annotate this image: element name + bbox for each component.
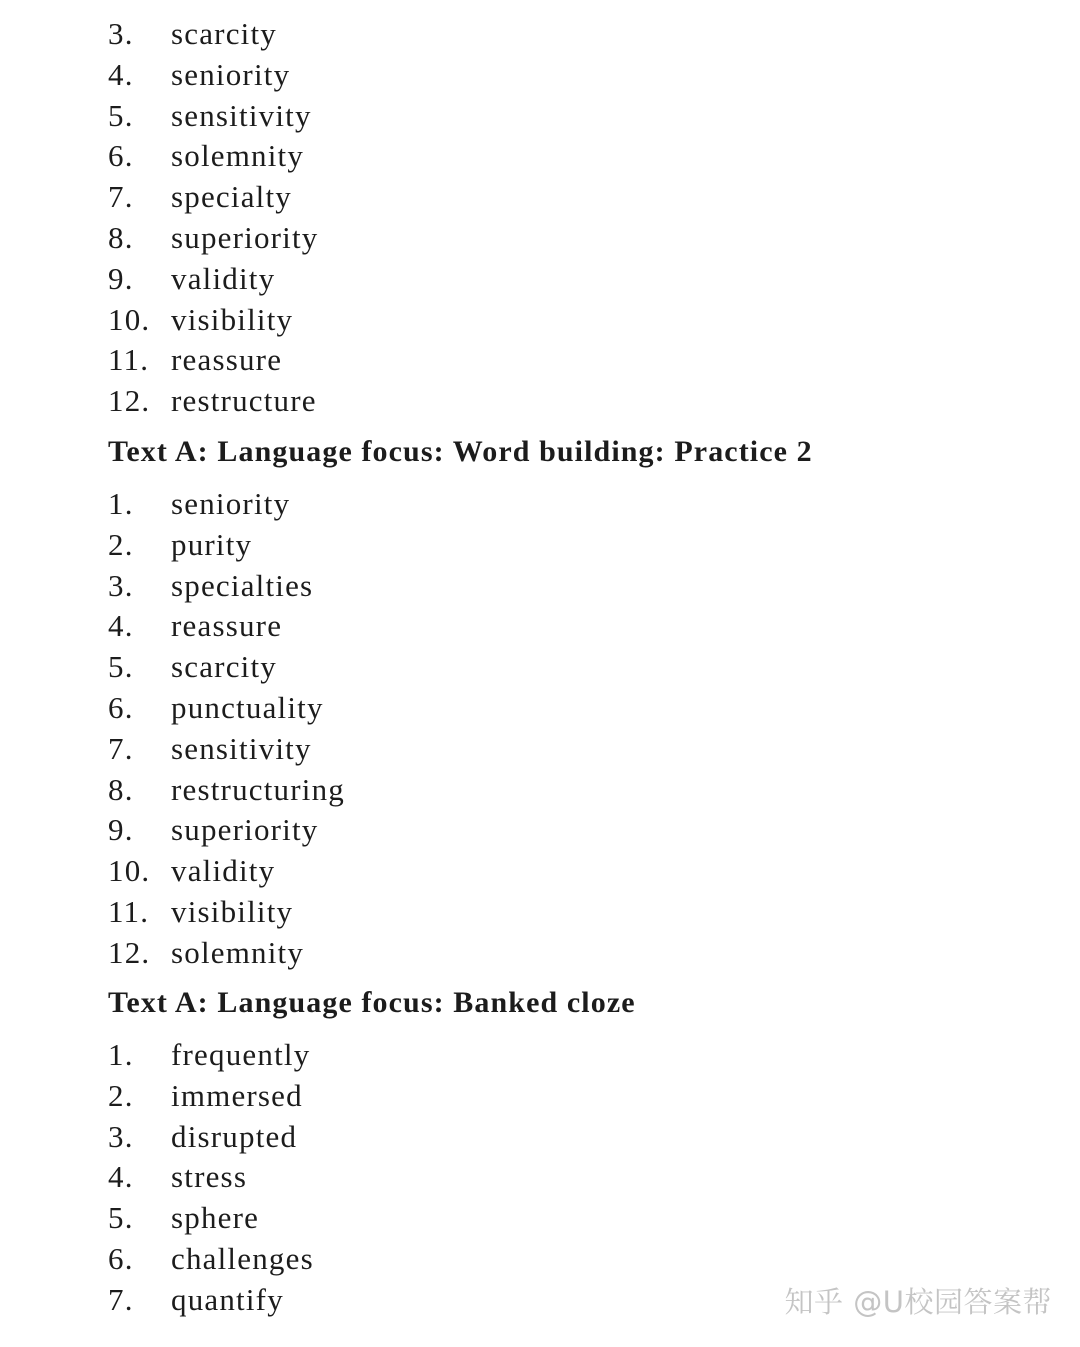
answer-number: 6. bbox=[108, 138, 134, 174]
answer-number: 6. bbox=[108, 689, 134, 725]
answer-item bbox=[0, 300, 1080, 341]
answer-number: 8. bbox=[108, 219, 134, 255]
answer-item bbox=[0, 1157, 1080, 1198]
answer-item bbox=[0, 136, 1080, 177]
answer-item bbox=[0, 892, 1080, 933]
answer-word: scarcity bbox=[171, 16, 277, 51]
answer-word: seniority bbox=[171, 56, 291, 92]
answer-number: 2. bbox=[108, 526, 134, 562]
answer-item bbox=[0, 177, 1080, 218]
answer-number: 5. bbox=[108, 649, 134, 685]
answer-word: specialties bbox=[171, 567, 314, 603]
answer-number: 4. bbox=[108, 608, 134, 644]
answer-item bbox=[0, 381, 1080, 422]
answer-list-banked-cloze bbox=[0, 1035, 1080, 1321]
answer-number: 10. bbox=[108, 853, 151, 889]
answer-word: purity bbox=[171, 526, 253, 562]
answer-item bbox=[0, 218, 1080, 259]
answer-item bbox=[0, 688, 1080, 729]
answer-item bbox=[0, 810, 1080, 851]
answer-item bbox=[0, 851, 1080, 892]
answer-word: superiority bbox=[171, 812, 319, 848]
answer-number: 11. bbox=[108, 893, 150, 929]
answer-word: stress bbox=[171, 1159, 248, 1195]
answer-word: punctuality bbox=[171, 689, 324, 725]
answer-word: seniority bbox=[171, 486, 291, 521]
answer-number: 1. bbox=[108, 486, 134, 521]
answer-number: 3. bbox=[108, 16, 134, 51]
watermark-text: 知乎 @U校园答案帮 bbox=[784, 1285, 1052, 1319]
answer-word: specialty bbox=[171, 179, 292, 215]
answer-number: 2. bbox=[108, 1077, 134, 1113]
answer-word: sensitivity bbox=[171, 97, 312, 133]
answer-item bbox=[0, 1239, 1080, 1280]
answer-number: 5. bbox=[108, 97, 134, 133]
answer-item bbox=[0, 484, 1080, 525]
answer-item bbox=[0, 566, 1080, 607]
answer-number: 9. bbox=[108, 812, 134, 848]
answer-item bbox=[0, 770, 1080, 811]
answer-number: 12. bbox=[108, 383, 151, 419]
answer-number: 6. bbox=[108, 1240, 134, 1276]
answer-item bbox=[0, 55, 1080, 96]
answer-word: sensitivity bbox=[171, 730, 312, 766]
answer-item bbox=[0, 606, 1080, 647]
answer-word: solemnity bbox=[171, 934, 305, 970]
answer-item bbox=[0, 1035, 1080, 1076]
answer-item bbox=[0, 259, 1080, 300]
answer-number: 10. bbox=[108, 301, 151, 337]
answer-number: 1. bbox=[108, 1037, 134, 1072]
answer-item bbox=[0, 14, 1080, 55]
answer-word: scarcity bbox=[171, 649, 277, 685]
section-heading-word-building-practice-2: Text A: Language focus: Word building: Practice 2 bbox=[108, 435, 813, 468]
answer-number: 4. bbox=[108, 56, 134, 92]
answer-number: 5. bbox=[108, 1200, 134, 1236]
answer-item bbox=[0, 340, 1080, 381]
answer-word: disrupted bbox=[171, 1118, 298, 1154]
answer-number: 9. bbox=[108, 260, 134, 296]
answer-number: 3. bbox=[108, 1118, 134, 1154]
answer-item bbox=[0, 647, 1080, 688]
answer-item bbox=[0, 729, 1080, 770]
answer-list-continued bbox=[0, 14, 1080, 422]
answer-word: reassure bbox=[171, 342, 283, 378]
answer-list-word-building-practice-2 bbox=[0, 484, 1080, 974]
answer-word: visibility bbox=[171, 301, 294, 337]
answer-word: frequently bbox=[171, 1037, 311, 1072]
answer-word: immersed bbox=[171, 1077, 303, 1113]
answer-number: 7. bbox=[108, 1281, 134, 1317]
answer-word: reassure bbox=[171, 608, 283, 644]
answer-number: 7. bbox=[108, 179, 134, 215]
answer-item bbox=[0, 1076, 1080, 1117]
answer-number: 11. bbox=[108, 342, 150, 378]
answer-word: quantify bbox=[171, 1281, 284, 1317]
answer-word: solemnity bbox=[171, 138, 305, 174]
answer-word: restructure bbox=[171, 383, 317, 419]
answer-word: challenges bbox=[171, 1240, 314, 1276]
answer-word: superiority bbox=[171, 219, 319, 255]
answer-number: 7. bbox=[108, 730, 134, 766]
answer-item bbox=[0, 1198, 1080, 1239]
answer-number: 8. bbox=[108, 771, 134, 807]
answer-word: validity bbox=[171, 260, 276, 296]
answer-item bbox=[0, 96, 1080, 137]
answer-number: 12. bbox=[108, 934, 151, 970]
answer-item bbox=[0, 525, 1080, 566]
section-heading-banked-cloze: Text A: Language focus: Banked cloze bbox=[108, 986, 636, 1019]
answer-item bbox=[0, 933, 1080, 974]
answer-word: sphere bbox=[171, 1200, 260, 1236]
answer-word: visibility bbox=[171, 893, 294, 929]
answer-word: restructuring bbox=[171, 771, 345, 807]
answer-number: 4. bbox=[108, 1159, 134, 1195]
answer-number: 3. bbox=[108, 567, 134, 603]
answer-word: validity bbox=[171, 853, 276, 889]
answer-item bbox=[0, 1117, 1080, 1158]
